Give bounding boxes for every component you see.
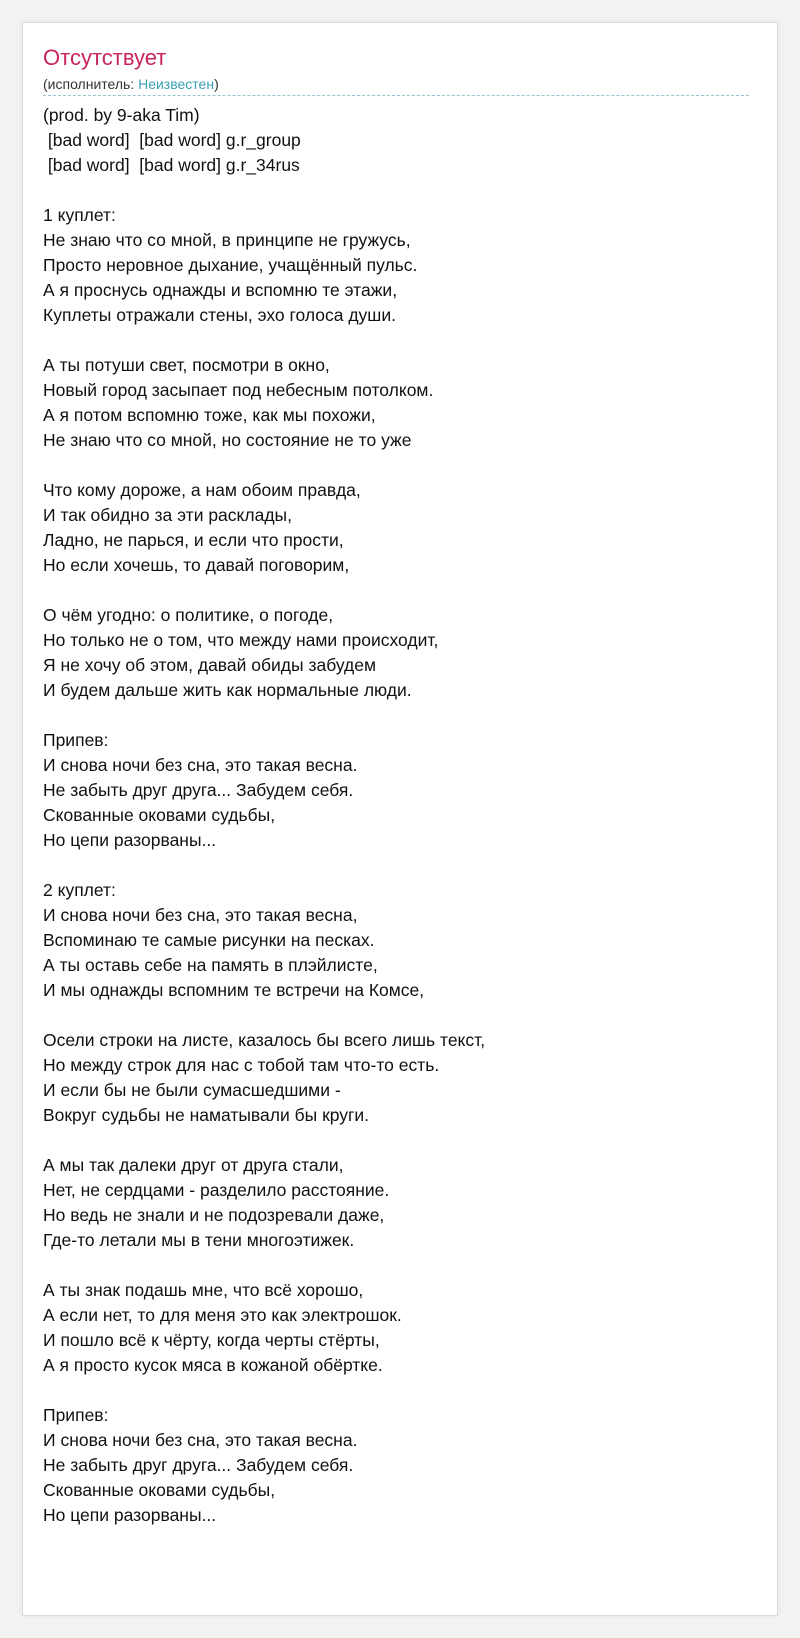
lyrics-line: Ладно, не парься, и если что прости, — [43, 530, 344, 550]
lyrics-line: А я потом вспомню тоже, как мы похожи, — [43, 405, 376, 425]
lyrics-line: И если бы не были сумасшедшими - — [43, 1080, 341, 1100]
lyrics-line: Но если хочешь, то давай поговорим, — [43, 555, 350, 575]
lyrics-text — [43, 103, 753, 1528]
song-title: Отсутствует — [43, 45, 167, 70]
lyrics-line: Вокруг судьбы не наматывали бы круги. — [43, 1105, 370, 1125]
lyrics-line: Не забыть друг друга... Забудем себя. — [43, 780, 354, 800]
lyrics-line: Где-то летали мы в тени многоэтижек. — [43, 1230, 355, 1250]
lyrics-blank-line — [43, 178, 753, 203]
lyrics-blank-line — [43, 1378, 753, 1403]
lyrics-line: Вспоминаю те самые рисунки на песках. — [43, 930, 375, 950]
lyrics-line: Что кому дороже, а нам обоим правда, — [43, 480, 361, 500]
lyrics-line: А я проснусь однажды и вспомню те этажи, — [43, 280, 398, 300]
lyrics-line: И снова ночи без сна, это такая весна. — [43, 755, 358, 775]
lyrics-line: Припев: — [43, 730, 109, 750]
lyrics-line: Скованные оковами судьбы, — [43, 805, 276, 825]
lyrics-line: И будем дальше жить как нормальные люди. — [43, 680, 412, 700]
artist-line — [43, 75, 219, 93]
lyrics-line: (prod. by 9-aka Tim) — [43, 105, 200, 125]
artist-prefix: (исполнитель: — [43, 76, 139, 92]
lyrics-line: 2 куплет: — [43, 880, 116, 900]
lyrics-blank-line — [43, 453, 753, 478]
lyrics-line: И снова ночи без сна, это такая весна, — [43, 905, 358, 925]
title-divider — [43, 95, 749, 96]
lyrics-blank-line — [43, 703, 753, 728]
lyrics-blank-line — [43, 853, 753, 878]
lyrics-line: Припев: — [43, 1405, 109, 1425]
lyrics-blank-line — [43, 1253, 753, 1278]
lyrics-blank-line — [43, 1128, 753, 1153]
lyrics-line: 1 куплет: — [43, 205, 116, 225]
lyrics-line: [bad word] [bad word] g.r_34rus — [43, 155, 300, 175]
lyrics-line: Я не хочу об этом, давай обиды забудем — [43, 655, 376, 675]
lyrics-blank-line — [43, 578, 753, 603]
lyrics-line: А я просто кусок мяса в кожаной обёртке. — [43, 1355, 383, 1375]
lyrics-line: Но цепи разорваны... — [43, 1505, 217, 1525]
lyrics-line: Но только не о том, что между нами происходит, — [43, 630, 439, 650]
lyrics-line: Не забыть друг друга... Забудем себя. — [43, 1455, 354, 1475]
lyrics-blank-line — [43, 1003, 753, 1028]
lyrics-line: Не знаю что со мной, в принципе не гружусь, — [43, 230, 411, 250]
lyrics-line: Осели строки на листе, казалось бы всего лишь текст, — [43, 1030, 486, 1050]
lyrics-line: Новый город засыпает под небесным потолком. — [43, 380, 434, 400]
lyrics-line: Просто неровное дыхание, учащённый пульс. — [43, 255, 418, 275]
lyrics-line: Скованные оковами судьбы, — [43, 1480, 276, 1500]
lyrics-line: А мы так далеки друг от друга стали, — [43, 1155, 344, 1175]
lyrics-line: И пошло всё к чёрту, когда черты стёрты, — [43, 1330, 380, 1350]
lyrics-line: А ты знак подашь мне, что всё хорошо, — [43, 1280, 364, 1300]
lyrics-line: А если нет, то для меня это как электрошок. — [43, 1305, 402, 1325]
lyrics-line: Но ведь не знали и не подозревали даже, — [43, 1205, 385, 1225]
lyrics-line: Но между строк для нас с тобой там что-то есть. — [43, 1055, 440, 1075]
lyrics-card — [22, 22, 778, 1616]
lyrics-blank-line — [43, 328, 753, 353]
lyrics-line: [bad word] [bad word] g.r_group — [43, 130, 301, 150]
artist-link[interactable]: Неизвестен — [138, 76, 215, 92]
lyrics-line: Не знаю что со мной, но состояние не то уже — [43, 430, 412, 450]
lyrics-line: Куплеты отражали стены, эхо голоса души. — [43, 305, 396, 325]
lyrics-line: И снова ночи без сна, это такая весна. — [43, 1430, 358, 1450]
lyrics-line: Нет, не сердцами - разделило расстояние. — [43, 1180, 390, 1200]
lyrics-line: И мы однажды вспомним те встречи на Комсе, — [43, 980, 425, 1000]
lyrics-line: А ты оставь себе на память в плэйлисте, — [43, 955, 378, 975]
lyrics-line: А ты потуши свет, посмотри в окно, — [43, 355, 330, 375]
lyrics-line: Но цепи разорваны... — [43, 830, 217, 850]
lyrics-line: О чём угодно: о политике, о погоде, — [43, 605, 334, 625]
lyrics-line: И так обидно за эти расклады, — [43, 505, 292, 525]
artist-suffix: ) — [214, 76, 219, 92]
